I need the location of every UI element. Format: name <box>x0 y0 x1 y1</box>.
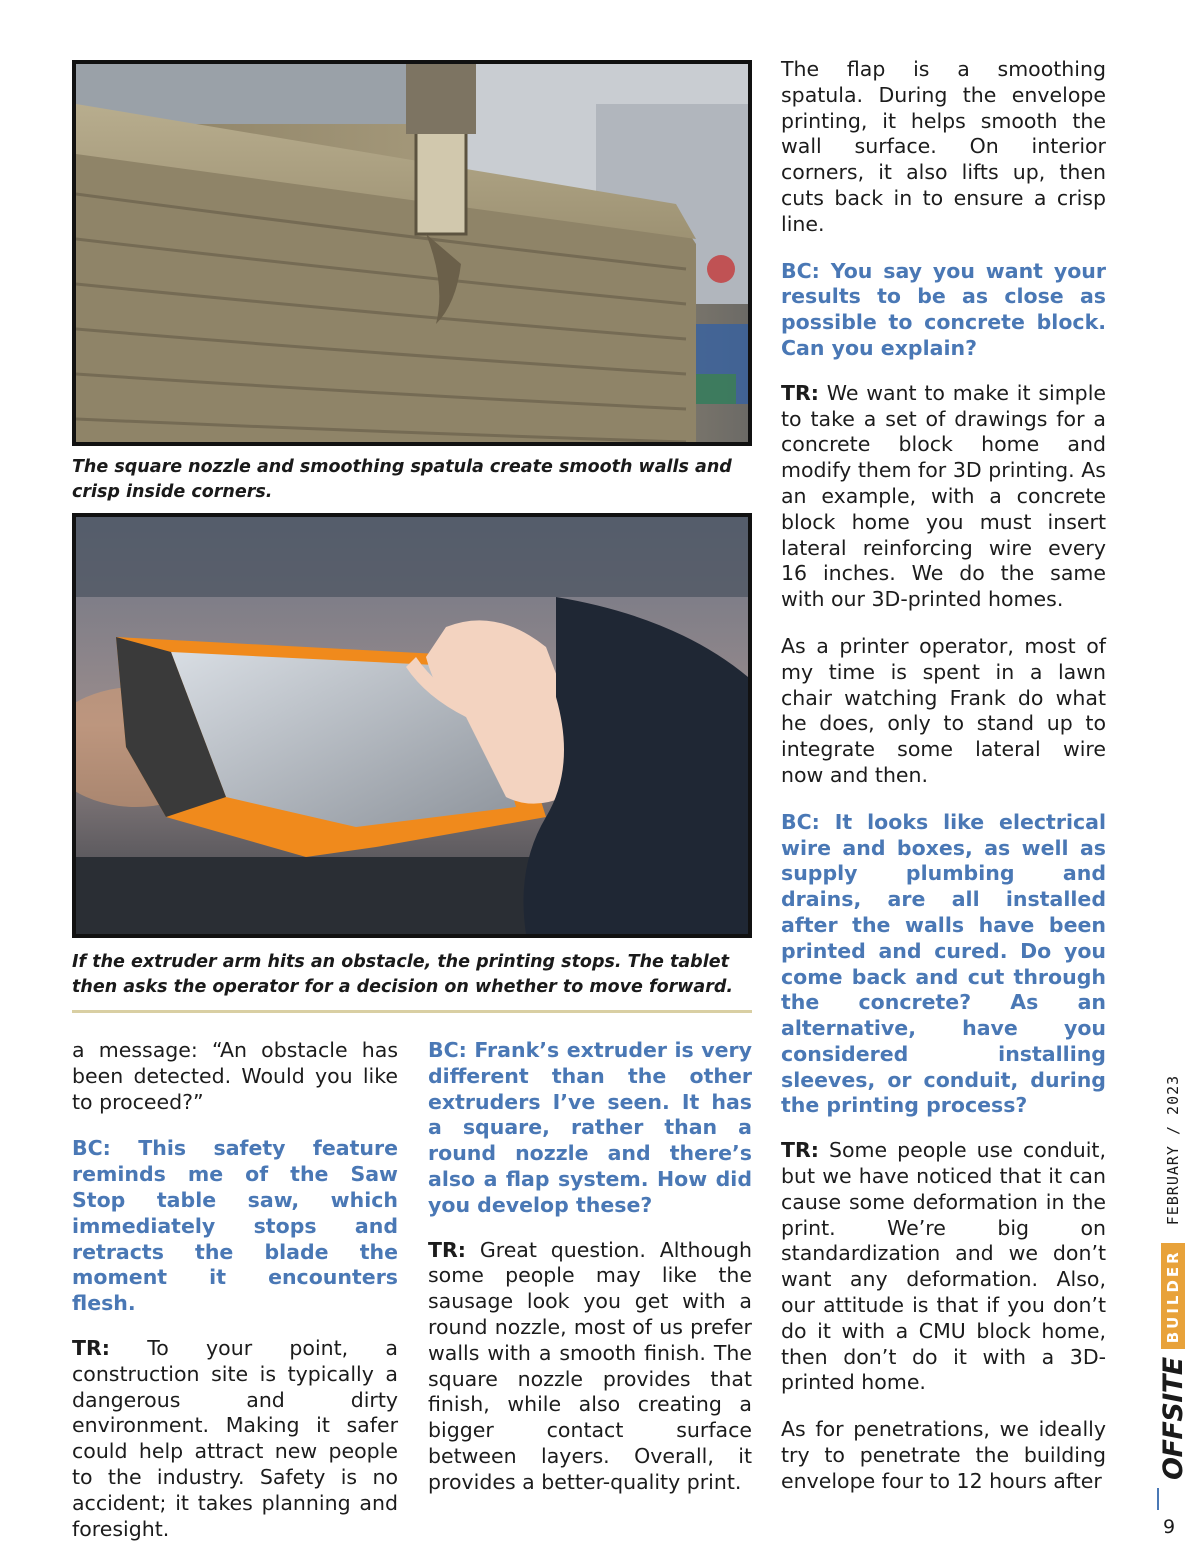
photo-tablet <box>72 513 752 938</box>
section-divider <box>72 1010 752 1013</box>
interview-question: BC: It looks like electrical wire and boxes, as well as supply plumbing and drains, are all installed after the walls have been printed and cured. Do you come back and cut through the concrete? As an alternative, have you considered installing sleeves, or conduit, during the printing process? <box>781 809 1106 1118</box>
article-column-left <box>72 1038 398 1558</box>
page-number-rule <box>1157 1488 1159 1510</box>
issue-date: FEBRUARY / 2023 <box>1164 1074 1182 1226</box>
masthead-offsite: OFFSITE <box>1157 1357 1189 1480</box>
answer-text: Some people use conduit, but we have noticed that it can cause some deformation in the print. We’re big on standardization and we don’t want any deformation. Also, our attitude is that if you don’t do it with a CMU block home, then don’t do it with a 3D-printed home. <box>781 1138 1106 1395</box>
body-paragraph: a message: “An obstacle has been detected. Would you like to proceed?” <box>72 1038 398 1114</box>
body-paragraph: As for penetrations, we ideally try to penetrate the building envelope four to 12 hours after <box>781 1417 1106 1493</box>
interview-answer <box>781 1138 1106 1396</box>
interview-answer <box>72 1336 398 1542</box>
article-column-right <box>781 57 1106 1516</box>
body-paragraph: The flap is a smoothing spatula. During the envelope printing, it helps smooth the wall surface. On interior corners, it also lifts up, then cuts back in to ensure a crisp line. <box>781 57 1106 236</box>
masthead-builder: BUILDER <box>1161 1243 1185 1349</box>
interview-question: BC: Frank’s extruder is very different than the other extruders I’ve seen. It has a square, rather than a round nozzle and there’s also a flap system. How did you develop these? <box>428 1038 752 1217</box>
interview-question: BC: You say you want your results to be as close as possible to concrete block. Can you explain? <box>781 258 1106 360</box>
photo-caption: If the extruder arm hits an obstacle, the printing stops. The tablet then asks the operator for a decision on whether to move forward. <box>72 952 734 997</box>
speaker-label: TR: <box>781 380 819 405</box>
photo-caption: The square nozzle and smoothing spatula create smooth walls and crisp inside corners. <box>72 457 732 502</box>
concrete-wall-illustration <box>76 64 748 442</box>
magazine-masthead <box>1155 1074 1191 1480</box>
tablet-illustration <box>76 517 748 934</box>
page-number: 9 <box>1163 1516 1176 1538</box>
speaker-label: TR: <box>781 1138 819 1163</box>
article-column-middle <box>428 1038 752 1517</box>
photo-concrete-wall <box>72 60 752 446</box>
interview-answer <box>428 1238 752 1496</box>
answer-text: We want to make it simple to take a set of drawings for a concrete block home and modify them for 3D printing. As an example, with a concrete block home you must insert lateral reinforcing wire every 16 inches. We do the same with our 3D-printed homes. <box>781 380 1106 612</box>
speaker-label: TR: <box>428 1237 466 1262</box>
body-paragraph: As a printer operator, most of my time is spent in a lawn chair watching Frank do what he does, only to stand up to integrate some lateral wire now and then. <box>781 633 1106 787</box>
speaker-label: TR: <box>72 1335 110 1360</box>
interview-answer <box>781 381 1106 613</box>
answer-text: To your point, a construction site is typically a dangerous and dirty environment. Making it safer could help attract new people to the industry. Safety is no accident; it takes planning and foresight. <box>72 1335 398 1541</box>
interview-question: BC: This safety feature reminds me of the Saw Stop table saw, which immediately stops and retracts the blade the moment it encounters flesh. <box>72 1136 398 1316</box>
answer-text: Great question. Although some people may like the sausage look you get with a round nozzle, most of us prefer walls with a smooth finish. The square nozzle provides that finish, while also creating a bigger contact surface between layers. Overall, it provides a better-quality print. <box>428 1237 752 1494</box>
